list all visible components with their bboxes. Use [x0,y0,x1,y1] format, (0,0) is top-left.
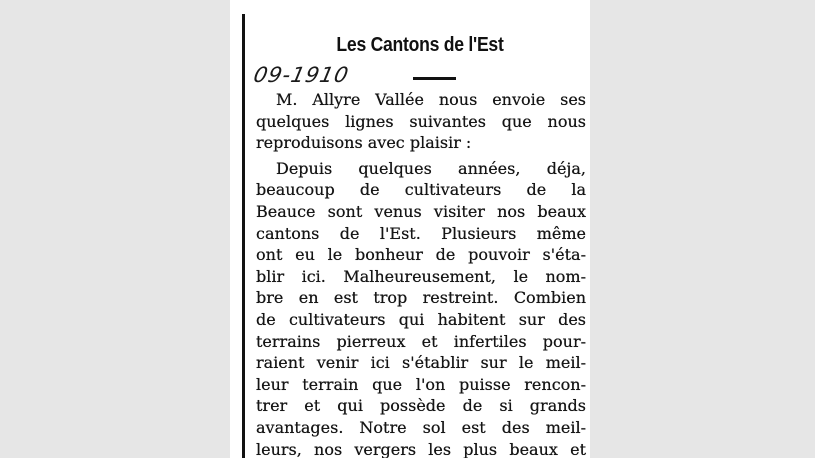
body-line: leur terrain que l'on puisse rencon- [256,374,586,394]
body-line: trer et qui possède de si grands [256,396,586,416]
body-line: beaucoup de cultivateurs de la [256,180,586,200]
headline: Les Cantons de l'Est [336,34,504,56]
body-line: avantages. Notre sol est des meil- [256,417,586,437]
body-line: bre en est trop restreint. Combien [256,288,586,308]
newspaper-clipping [230,0,590,458]
headline-rule [413,77,456,80]
body-line: de cultivateurs qui habitent sur des [256,309,586,329]
handwritten-date: 09-1910 [251,63,352,87]
body-line: M. Allyre Vallée nous envoie ses [276,90,586,109]
body-line: leurs, nos vergers les plus beaux et [256,439,586,458]
body-line: Beauce sont venus visiter nos beaux [256,201,586,221]
body-line: quelques lignes suivantes que nous [256,111,586,131]
body-line: blir ici. Malheureusement, le nom- [256,266,586,286]
body-line: cantons de l'Est. Plusieurs même [256,223,586,243]
body-line: terrains pierreux et infertiles pour- [256,331,586,351]
body-line: raient venir ici s'établir sur le meil- [256,353,586,373]
body-line: Depuis quelques années, déja, [276,158,586,178]
body-line: ont eu le bonheur de pouvoir s'éta- [256,245,586,265]
article-body [256,89,586,458]
body-line: reproduisons avec plaisir : [256,133,472,153]
column-rule [242,14,245,458]
